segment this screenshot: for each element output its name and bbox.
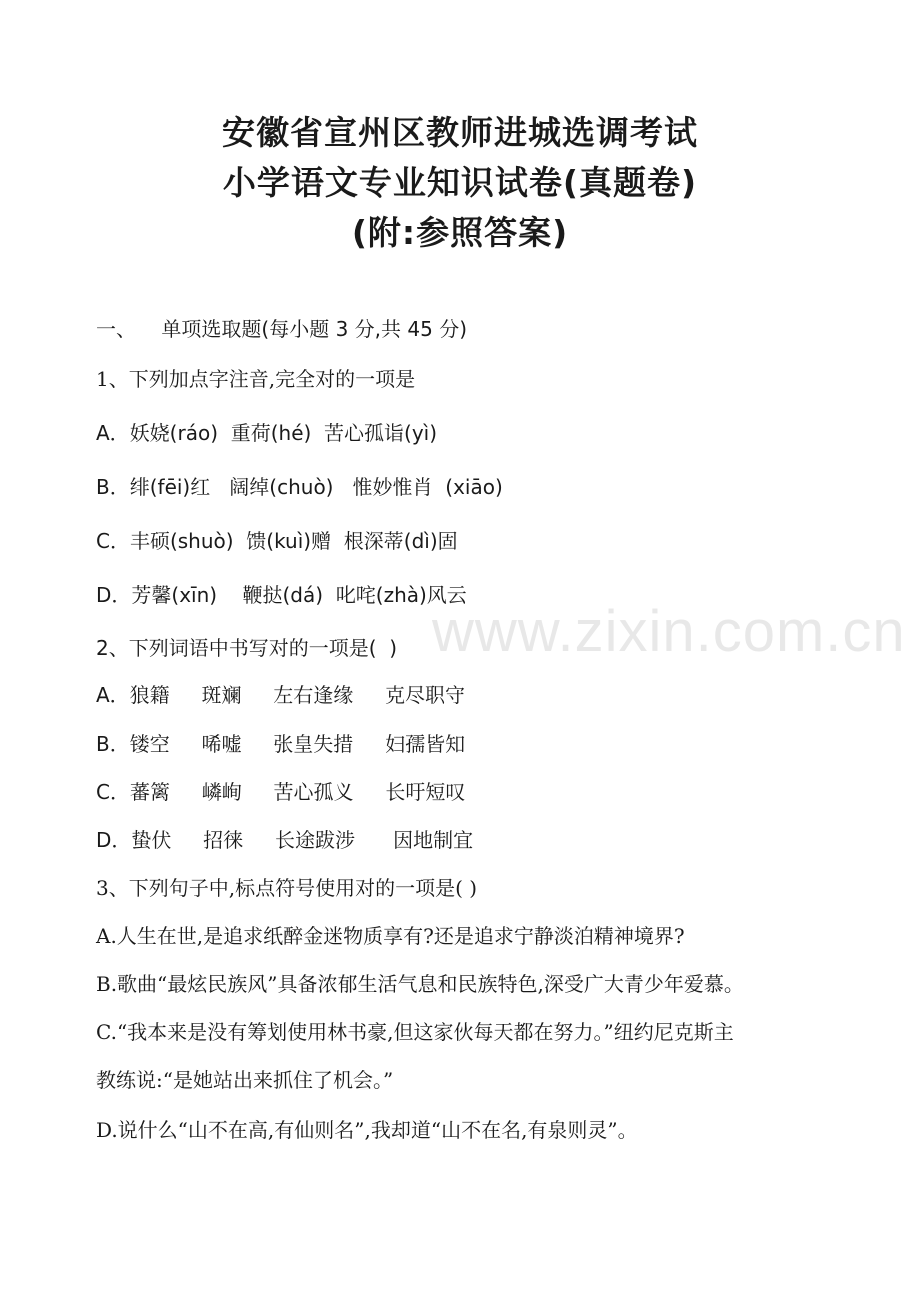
question-3-option-a: A.人生在世,是追求纸醉金迷物质享有?还是追求宁静淡泊精神境界?: [96, 924, 685, 948]
question-1-stem: 1、下列加点字注音,完全对的一项是: [96, 367, 416, 391]
site-watermark: www.zixin.com.cn: [432, 599, 906, 664]
document-title: [0, 108, 920, 258]
question-3-option-b: B.歌曲“最炫民族风”具备浓郁生活气息和民族特色,深受广大青少年爱慕。: [96, 972, 744, 996]
title-line-3: (附:参照答案): [351, 213, 569, 252]
question-3-option-c: C.“我本来是没有筹划使用林书豪,但这家伙每天都在努力。”纽约尼克斯主: [96, 1020, 734, 1044]
section-heading: 一、 单项选取题(每小题 3 分,共 45 分): [96, 317, 467, 341]
question-2-option-b: B．镂空 唏嘘 张皇失措 妇孺皆知: [96, 732, 466, 756]
question-1-option-b: B．绯(fēi)红 阔绰(chuò) 惟妙惟肖 (xiāo): [96, 475, 503, 499]
question-3-option-d: D.说什么“山不在高,有仙则名”,我却道“山不在名,有泉则灵”。: [96, 1118, 638, 1142]
question-3-option-c-continued: 教练说:“是她站出来抓住了机会。”: [96, 1068, 394, 1092]
question-1-option-c: C．丰硕(shuò) 馈(kuì)赠 根深蒂(dì)固: [96, 529, 458, 553]
question-3-stem: 3、下列句子中,标点符号使用对的一项是( ): [96, 876, 478, 900]
question-2-option-d: D．蛰伏 招徕 长途跋涉 因地制宜: [96, 828, 474, 852]
title-line-2: 小学语文专业知识试卷(真题卷): [222, 163, 698, 202]
question-2-option-c: C．蕃篱 嶙峋 苦心孤义 长吁短叹: [96, 780, 466, 804]
question-1-option-a: A．妖娆(ráo) 重荷(hé) 苦心孤诣(yì): [96, 421, 438, 445]
question-1-option-d: D．芳馨(xīn) 鞭挞(dá) 叱咤(zhà)风云: [96, 583, 467, 607]
title-line-1: 安徽省宣州区教师进城选调考试: [222, 113, 698, 152]
question-2-option-a: A．狼籍 斑斓 左右逢缘 克尽职守: [96, 683, 466, 707]
question-2-stem: 2、下列词语中书写对的一项是( ): [96, 636, 398, 660]
